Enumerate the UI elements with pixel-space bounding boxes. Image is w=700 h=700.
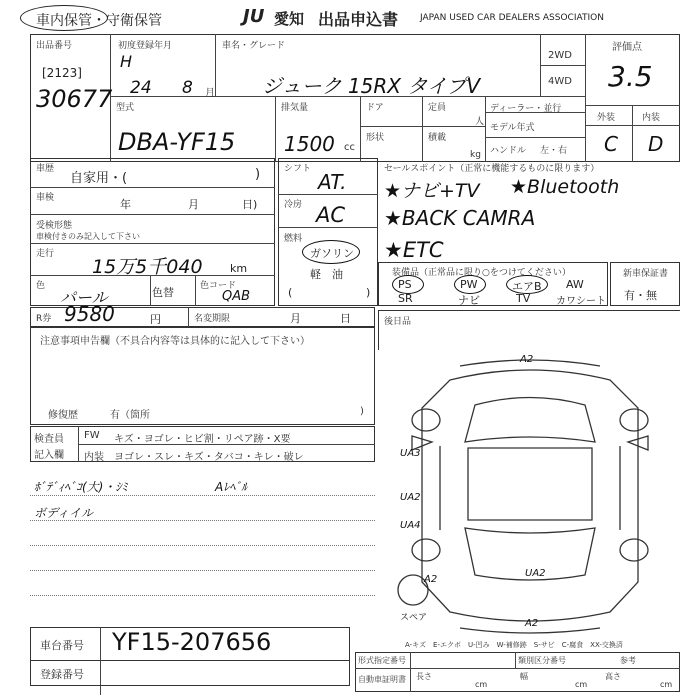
receive-label: 受検形態 — [36, 221, 73, 231]
equip-pw: PW — [460, 278, 478, 291]
recycle-unit: 円 — [150, 313, 161, 326]
repair-value: 有（箇所 — [110, 410, 150, 421]
fuel-diesel: 軽 油 — [310, 268, 343, 281]
fuel-label: 燃料 — [284, 234, 303, 244]
chassis-label: 車台番号 — [40, 639, 84, 652]
door-label: ドア — [366, 103, 384, 113]
transfer-month: 月 — [290, 312, 301, 325]
equip-ps: PS — [398, 278, 412, 291]
warranty-value: 有・無 — [624, 289, 657, 302]
equip-ps-circle — [392, 275, 424, 294]
mark-top: A2 — [520, 354, 534, 365]
dealer-label: ディーラー・並行 — [490, 104, 562, 114]
transfer-label: 名変期限 — [194, 314, 231, 324]
shift-value: AT. — [318, 170, 347, 194]
repair-close: ) — [360, 406, 364, 417]
registration-year: 24 — [130, 78, 152, 98]
class-number-label: 類別区分番号 — [518, 656, 566, 665]
equip-airbag-circle — [506, 275, 548, 294]
recycle-value: 9580 — [64, 302, 115, 326]
registration-label: 初度登録年月 — [118, 41, 173, 51]
equipment-label: 装備品（正常品に限り○をつけてください） — [392, 268, 571, 278]
ju-logo: JU — [243, 6, 265, 27]
mileage-value: 15万5千040 — [92, 256, 203, 278]
exterior-value: C — [604, 132, 618, 156]
model-label: 車名・グレード — [222, 41, 286, 51]
mark-left-2: UA2 — [400, 492, 421, 503]
displacement-value: 1500 — [284, 132, 335, 156]
equipment-grid — [380, 277, 608, 305]
inspector-row2-head: 内装 — [84, 452, 104, 463]
registration-month-unit: 月 — [205, 88, 215, 99]
reg-number-label: 登録番号 — [40, 668, 84, 681]
inspector-note-2: ボディイル — [34, 506, 94, 520]
mileage-label: 走行 — [36, 249, 55, 259]
postnotes-block — [378, 310, 680, 350]
shift-label: シフト — [284, 164, 312, 174]
exterior-label: 外装 — [597, 113, 616, 123]
load-label: 積載 — [428, 133, 447, 143]
height-label: 高さ — [605, 672, 621, 681]
inspector-note-1: ﾎﾞﾃﾞｨﾍﾞｺ(大)・ｼﾐ — [34, 480, 128, 494]
model-year-label: モデル年式 — [490, 123, 535, 133]
handle-label: ハンドル — [490, 146, 527, 156]
equip-seat: カワシート — [556, 296, 606, 307]
displacement-label: 排気量 — [281, 103, 309, 113]
selling-points-label: セールスポイント（正常に機能するものに限ります） — [384, 164, 600, 174]
selling-point-3: ★ETC — [384, 238, 444, 262]
registration-era: H — [120, 52, 133, 71]
receive-note: 車検付きのみ記入して下さい — [36, 232, 140, 241]
fuel-gasoline: ガソリン — [310, 247, 354, 260]
height-unit: cm — [660, 680, 673, 689]
displacement-unit: cc — [344, 142, 355, 153]
selling-point-1a: ★ナビ+TV — [384, 180, 480, 202]
car-damage-diagram — [380, 350, 680, 640]
capacity-unit: 人 — [475, 117, 485, 127]
length-label: 長さ — [416, 672, 432, 681]
equip-pw-circle — [454, 275, 486, 294]
form-number-label: 形式指定番号 — [358, 656, 406, 665]
org-name: 愛知 — [274, 10, 305, 28]
lot-label: 出品番号 — [36, 41, 73, 51]
inspector-label-1: 検査員 — [34, 434, 64, 445]
type-label: 型式 — [116, 103, 135, 113]
color-code-label: 色コード — [200, 281, 237, 291]
diagram-legend: A-キズ E-エクボ U-凹み W-補修跡 S-サビ C-腐食 XX-交換済 — [405, 641, 623, 649]
color-change-label: 色替 — [152, 286, 174, 299]
load-unit: kg — [470, 150, 481, 160]
interior-label: 内装 — [642, 113, 661, 123]
fuel-paren-open: ( — [288, 286, 293, 299]
ref-label: 参考 — [620, 656, 636, 665]
drive-2wd: 2WD — [548, 50, 572, 61]
org-english: JAPAN USED CAR DEALERS ASSOCIATION — [420, 13, 604, 23]
equip-sr: SR — [398, 292, 413, 305]
recycle-label: R券 — [36, 314, 52, 324]
inspection-label: 車検 — [36, 193, 55, 203]
capacity-label: 定員 — [428, 103, 447, 113]
type-value: DBA-YF15 — [118, 128, 236, 156]
inspector-note-3: Aﾚﾍﾞﾙ — [215, 480, 248, 494]
history-value: 自家用・( — [70, 171, 128, 186]
drive-4wd: 4WD — [548, 76, 572, 87]
mark-center: UA2 — [525, 568, 546, 579]
shape-label: 形状 — [366, 133, 385, 143]
cert-label: 自動車証明書 — [358, 675, 406, 684]
inspection-year: 年 — [120, 198, 131, 211]
inspection-month: 月 — [188, 198, 199, 211]
mark-left-3: UA4 — [400, 520, 421, 531]
transfer-day: 日 — [340, 312, 351, 325]
width-unit: cm — [575, 680, 588, 689]
mileage-unit: km — [230, 262, 248, 275]
ac-value: AC — [316, 203, 346, 227]
length-unit: cm — [475, 680, 488, 689]
inspector-row2-items: ヨゴレ・スレ・キズ・タバコ・キレ・破レ — [114, 452, 304, 463]
interior-value: D — [648, 132, 664, 156]
selling-point-1b: ★Bluetooth — [510, 176, 620, 198]
notes-label: 注意事項申告欄（不具合内容等は具体的に記入して下さい） — [40, 336, 310, 347]
spare-label: スペア — [400, 613, 428, 623]
equip-navi: ナビ — [458, 294, 480, 307]
mark-bottom: A2 — [525, 618, 539, 629]
warranty-label: 新車保証書 — [623, 269, 669, 279]
color-code-value: QAB — [222, 289, 251, 304]
mark-bottom-left: A2 — [424, 574, 438, 585]
inspector-label-2: 記入欄 — [34, 450, 64, 461]
chassis-value: YF15-207656 — [112, 628, 272, 656]
width-label: 幅 — [520, 672, 528, 681]
lot-number: 30677 — [36, 85, 113, 113]
ac-label: 冷房 — [284, 200, 303, 210]
form-title: 出品申込書 — [318, 10, 399, 29]
equip-airbag: エアB — [512, 280, 542, 293]
history-label: 車歴 — [36, 164, 55, 174]
postnotes-label: 後日品 — [384, 317, 412, 327]
model-value: ジューク 15RX タイプV — [262, 74, 481, 98]
color-label: 色 — [36, 281, 46, 291]
inspector-row1-items: キズ・ヨゴレ・ヒビ割・リペア跡・X要 — [114, 434, 291, 445]
history-close: ) — [255, 167, 261, 182]
selling-point-2: ★BACK CAMRA — [384, 206, 536, 230]
fuel-paren-close: ) — [366, 286, 371, 299]
inspection-day: 日) — [242, 198, 258, 211]
storage-field — [20, 5, 235, 33]
mark-left-1: UA3 — [400, 448, 421, 459]
registration-month: 8 — [182, 78, 193, 98]
lot-code: [2123] — [42, 66, 82, 80]
inspector-row1-head: FW — [84, 430, 100, 441]
color-value: パール — [60, 288, 108, 307]
storage-label: 車内保管・守衛保管 — [36, 13, 162, 29]
score-value: 3.5 — [608, 60, 653, 93]
equip-aw: AW — [566, 278, 584, 291]
score-label: 評価点 — [612, 42, 642, 53]
handle-options: 左・右 — [540, 146, 568, 156]
equip-tv: TV — [516, 292, 531, 305]
repair-label: 修復歴 — [48, 410, 78, 421]
